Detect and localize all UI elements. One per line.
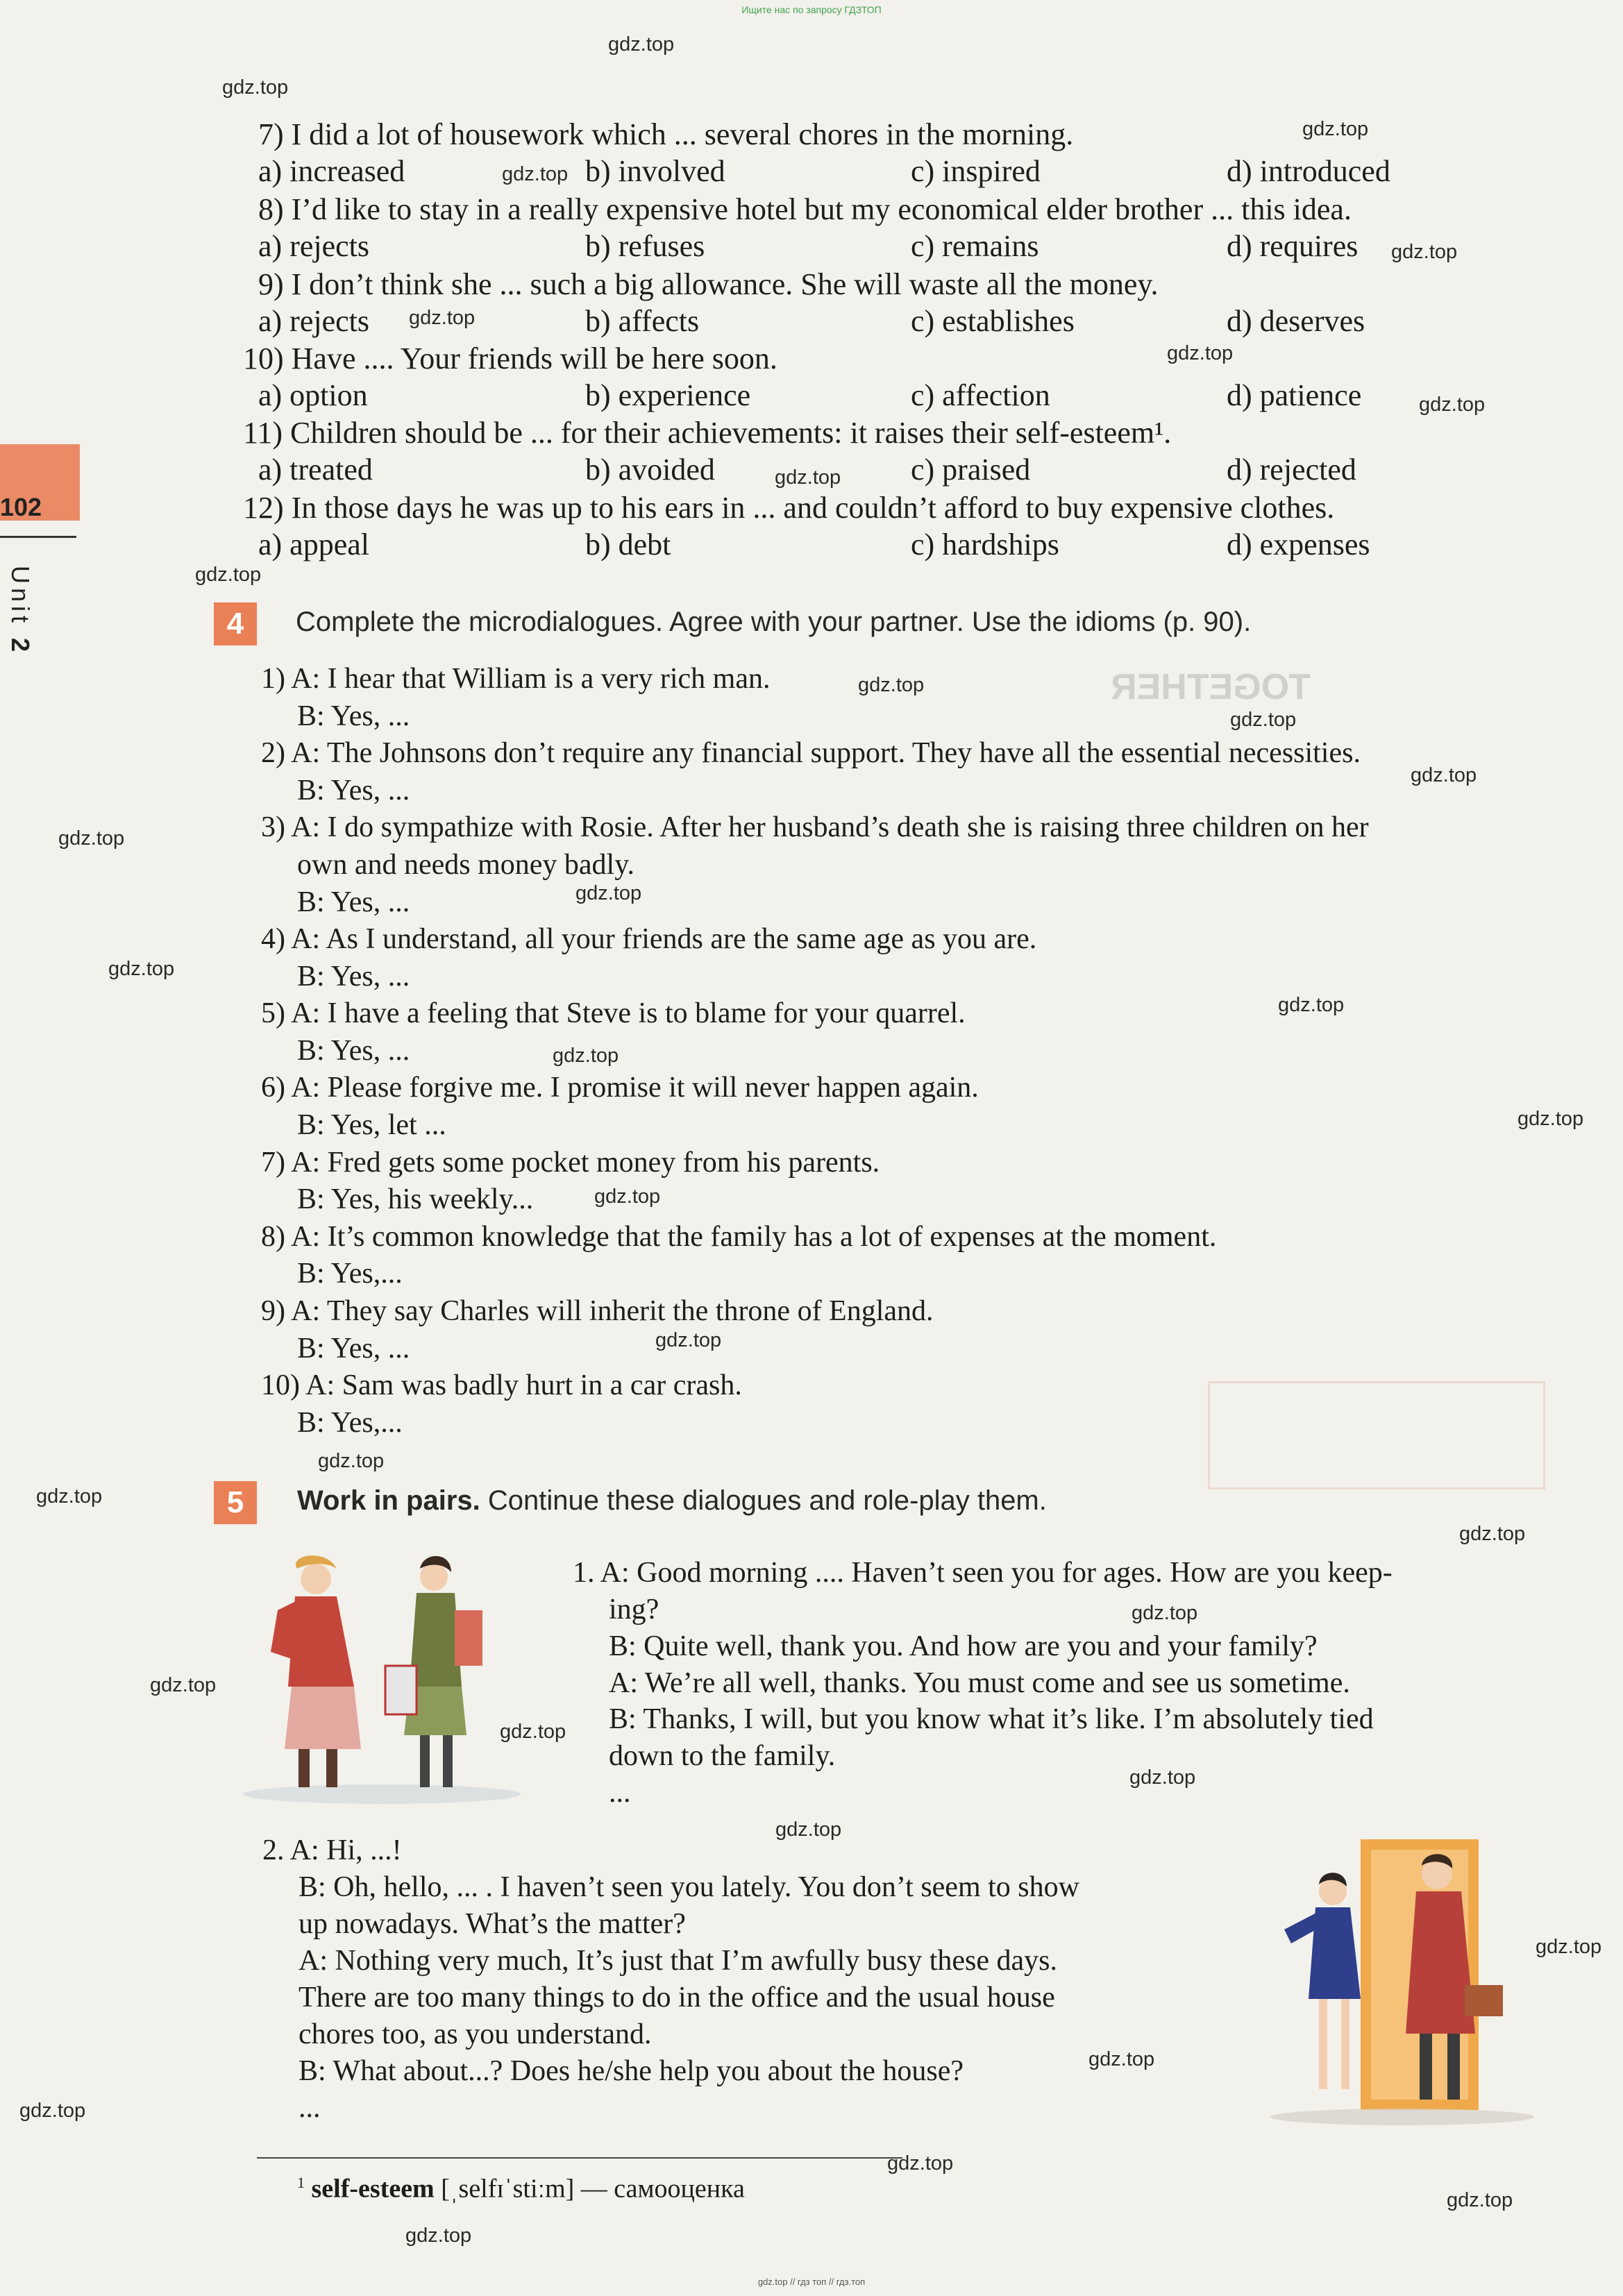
- page-number: 102: [0, 493, 42, 521]
- ex3-question-7: 7) I did a lot of housework which ... several chores in the morning.: [258, 117, 1074, 151]
- bleed-through-band: [1208, 1381, 1545, 1489]
- ex3-option-c: c) affection: [911, 378, 1050, 412]
- ex3-option-b: b) affects: [585, 304, 700, 338]
- ex3-option-c: c) remains: [911, 229, 1039, 263]
- footnote: $^1$ self-esteem [ˌselfɪˈstiːm] — самооценка: [297, 2174, 745, 2204]
- ex5-d1-line: down to the family.: [609, 1740, 836, 1772]
- ex3-option-b: b) debt: [585, 527, 671, 562]
- watermark: gdz.top: [1411, 764, 1477, 786]
- ex5-d2-line: ...: [298, 2092, 321, 2124]
- watermark: gdz.top: [575, 882, 642, 904]
- ex5-d2-line: B: Oh, hello, ... . I haven’t seen you lately. You don’t seem to show: [298, 1871, 1079, 1903]
- ex4-line: B: Yes, let ...: [297, 1109, 446, 1141]
- two-women-illustration: [222, 1548, 541, 1812]
- unit-label: Unit 2: [6, 566, 35, 657]
- ex5-d1-line: 1. A: Good morning .... Haven’t seen you for ages. How are you keep-: [573, 1557, 1393, 1589]
- ex3-option-a: a) treated: [258, 453, 373, 487]
- footer-note: gdz.top // гдз топ // гдз.топ: [757, 2277, 866, 2287]
- watermark: gdz.top: [594, 1185, 661, 1208]
- ex4-line: 6) A: Please forgive me. I promise it will never happen again.: [261, 1072, 979, 1104]
- ex4-line: 9) A: They say Charles will inherit the throne of England.: [261, 1295, 934, 1327]
- watermark: gdz.top: [608, 33, 675, 56]
- ex4-line: 4) A: As I understand, all your friends are the same age as you are.: [261, 923, 1037, 955]
- watermark: gdz.top: [1230, 709, 1297, 731]
- footnote-rule: [257, 2157, 902, 2159]
- ex3-question-9: 9) I don’t think she ... such a big allowance. She will waste all the money.: [258, 267, 1159, 301]
- ex4-line: B: Yes, ...: [297, 700, 410, 732]
- ex4-line: B: Yes, ...: [297, 961, 410, 993]
- ex3-option-a: a) rejects: [258, 304, 369, 338]
- ex4-line: 2) A: The Johnsons don’t require any financial support. They have all the essential necessities.: [261, 737, 1361, 769]
- ex3-option-b: b) refuses: [585, 229, 705, 263]
- ex4-line: B: Yes, his weekly...: [297, 1183, 534, 1215]
- ex4-line: 1) A: I hear that William is a very rich man.: [261, 663, 771, 695]
- watermark: gdz.top: [1419, 394, 1486, 416]
- ex4-line: B: Yes,...: [297, 1407, 403, 1439]
- ex4-line: B: Yes,...: [297, 1258, 403, 1290]
- ex3-option-c: c) hardships: [911, 527, 1059, 562]
- ex5-d2-line: A: Nothing very much, It’s just that I’m awfully busy these days.: [298, 1945, 1058, 1977]
- ex3-option-d: d) requires: [1227, 229, 1359, 263]
- exercise-5-title: Work in pairs. Continue these dialogues and role-play them.: [297, 1485, 1047, 1516]
- ex5-d2-line: chores too, as you understand.: [298, 2018, 652, 2050]
- watermark: gdz.top: [36, 1485, 103, 1508]
- ex5-d1-line: B: Thanks, I will, but you know what it’s like. I’m absolutely tied: [609, 1703, 1374, 1735]
- watermark: gdz.top: [1088, 2048, 1155, 2070]
- watermark: gdz.top: [1517, 1108, 1584, 1130]
- ex3-option-d: d) patience: [1227, 378, 1362, 412]
- ex3-option-b: b) avoided: [585, 453, 715, 487]
- watermark: gdz.top: [1447, 2189, 1513, 2211]
- ex3-option-d: d) introduced: [1227, 154, 1390, 188]
- doorway-illustration: [1256, 1825, 1548, 2131]
- watermark: gdz.top: [19, 2100, 86, 2122]
- ex4-line: 3) A: I do sympathize with Rosie. After her husband’s death she is raising three children on her: [261, 811, 1369, 843]
- ex3-option-b: b) involved: [585, 154, 725, 188]
- watermark: gdz.top: [1129, 1766, 1196, 1789]
- header-note: Ищите нас по запросу ГДЗТОП: [741, 4, 882, 15]
- ex5-d2-line: B: What about...? Does he/she help you about the house?: [298, 2055, 964, 2087]
- ex3-option-d: d) deserves: [1227, 304, 1365, 338]
- ex3-option-a: a) rejects: [258, 229, 369, 263]
- watermark: gdz.top: [775, 1818, 842, 1841]
- ex3-question-10: 10) Have .... Your friends will be here soon.: [243, 341, 777, 375]
- ex3-option-a: a) option: [258, 378, 368, 412]
- ex4-line: B: Yes, ...: [297, 1333, 410, 1365]
- watermark: gdz.top: [1459, 1523, 1526, 1545]
- watermark: gdz.top: [409, 307, 476, 329]
- ex3-option-a: a) increased: [258, 154, 405, 188]
- watermark: gdz.top: [1132, 1602, 1198, 1624]
- watermark: gdz.top: [405, 2225, 472, 2247]
- ex3-option-a: a) appeal: [258, 527, 369, 562]
- ex5-d2-line: 2. A: Hi, ...!: [262, 1834, 402, 1866]
- ex5-d1-line: B: Quite well, thank you. And how are you and your family?: [609, 1630, 1318, 1662]
- ex4-line: 5) A: I have a feeling that Steve is to blame for your quarrel.: [261, 997, 966, 1029]
- watermark: gdz.top: [775, 466, 841, 489]
- exercise-4-title: Complete the microdialogues. Agree with your partner. Use the idioms (p. 90).: [296, 607, 1252, 637]
- ex4-line: own and needs money badly.: [297, 849, 634, 881]
- ex4-line: 10) A: Sam was badly hurt in a car crash.: [261, 1369, 742, 1401]
- watermark: gdz.top: [318, 1450, 385, 1472]
- ex4-line: B: Yes, ...: [297, 775, 410, 807]
- ex3-question-12: 12) In those days he was up to his ears in ... and couldn’t afford to buy expensive clothes.: [243, 491, 1335, 525]
- watermark: gdz.top: [58, 827, 125, 850]
- ex4-line: B: Yes, ...: [297, 1035, 410, 1067]
- watermark: gdz.top: [1391, 241, 1458, 263]
- ex3-option-d: d) rejected: [1227, 453, 1356, 487]
- watermark: gdz.top: [108, 958, 175, 980]
- ex5-d2-line: There are too many things to do in the office and the usual house: [298, 1982, 1055, 2014]
- ex3-question-8: 8) I’d like to stay in a really expensive hotel but my economical elder brother ... this idea.: [258, 192, 1352, 226]
- watermark: gdz.top: [150, 1674, 217, 1696]
- watermark: gdz.top: [195, 564, 262, 586]
- watermark: gdz.top: [502, 163, 569, 185]
- ex3-option-c: c) praised: [911, 453, 1031, 487]
- ex5-d1-line: A: We’re all well, thanks. You must come and see us sometime.: [609, 1667, 1350, 1699]
- watermark: gdz.top: [1302, 118, 1369, 140]
- watermark: gdz.top: [500, 1721, 566, 1743]
- ex4-line: 7) A: Fred gets some pocket money from his parents.: [261, 1147, 880, 1179]
- ex4-line: 8) A: It’s common knowledge that the family has a lot of expenses at the moment.: [261, 1221, 1217, 1253]
- exercise-4-number: 4: [214, 602, 257, 645]
- ex3-option-b: b) experience: [585, 378, 751, 412]
- ex4-line: B: Yes, ...: [297, 886, 410, 918]
- watermark: gdz.top: [553, 1045, 619, 1067]
- bleed-through-heading: TOGETHER: [1111, 667, 1311, 707]
- watermark: gdz.top: [887, 2152, 954, 2175]
- exercise-5-number: 5: [214, 1481, 257, 1524]
- ex3-option-d: d) expenses: [1227, 527, 1370, 562]
- ex3-option-c: c) inspired: [911, 154, 1041, 188]
- ex5-d1-line: ...: [609, 1777, 631, 1809]
- page-number-rule: [0, 536, 76, 538]
- watermark: gdz.top: [1536, 1936, 1602, 1958]
- ex5-d2-line: up nowadays. What’s the matter?: [298, 1908, 686, 1940]
- ex5-d1-line: ing?: [609, 1594, 659, 1626]
- ex3-question-11: 11) Children should be ... for their achievements: it raises their self-esteem¹.: [243, 416, 1172, 450]
- watermark: gdz.top: [1167, 342, 1234, 364]
- watermark: gdz.top: [858, 674, 925, 696]
- watermark: gdz.top: [655, 1329, 722, 1351]
- watermark: gdz.top: [1278, 994, 1345, 1016]
- watermark: gdz.top: [222, 76, 289, 99]
- ex3-option-c: c) establishes: [911, 304, 1075, 338]
